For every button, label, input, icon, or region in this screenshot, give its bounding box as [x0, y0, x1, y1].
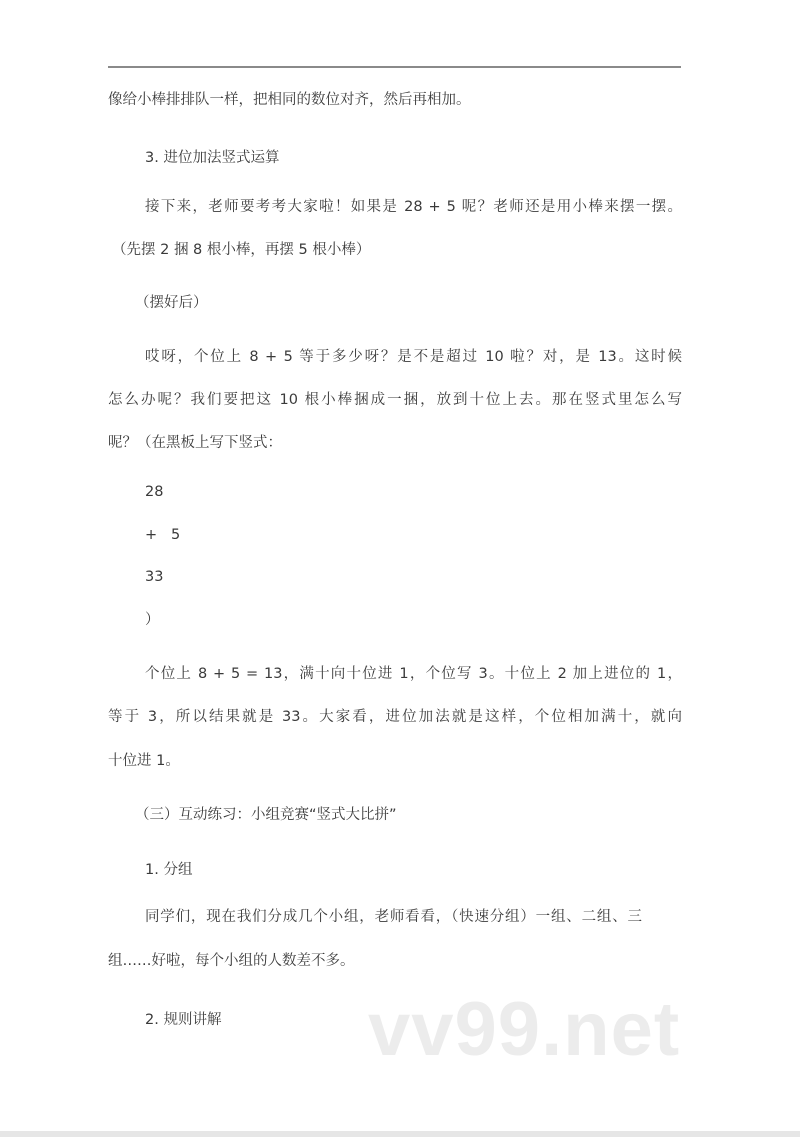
watermark: vv99.net [368, 987, 681, 1072]
paragraph-line: 哎呀，个位上 8 + 5 等于多少呀？是不是超过 10 啦？对，是 13。这时候 [145, 349, 682, 365]
paragraph-line: 接下来，老师要考考大家啦！如果是 28 + 5 呢？老师还是用小棒来摆一摆。 [145, 199, 682, 215]
paragraph-line: 组……好啦，每个小组的人数差不多。 [108, 953, 355, 969]
paragraph-line: 个位上 8 + 5 = 13，满十向十位进 1，个位写 3。十位上 2 加上进位的 1， [145, 666, 682, 682]
equation-line: 28 [145, 484, 164, 500]
header-rule [108, 66, 681, 68]
paragraph-line: 像给小棒排排队一样，把相同的数位对齐，然后再相加。 [108, 92, 471, 108]
equation-line: 33 [145, 569, 164, 585]
paragraph-line: 十位进 1。 [108, 753, 180, 769]
section-heading: 1. 分组 [145, 862, 193, 878]
equation-line: + 5 [145, 527, 181, 543]
paragraph-line: 呢？（在黑板上写下竖式： [108, 435, 282, 451]
paragraph-line: 怎么办呢？我们要把这 10 根小棒捆成一捆，放到十位上去。那在竖式里怎么写 [108, 392, 682, 408]
section-heading: 2. 规则讲解 [145, 1012, 222, 1028]
equation-line: ） [145, 612, 160, 628]
paragraph-line: 同学们，现在我们分成几个小组，老师看看，（快速分组）一组、二组、三 [145, 909, 642, 925]
paragraph-line: （摆好后） [135, 295, 208, 311]
section-heading: 3. 进位加法竖式运算 [145, 150, 280, 166]
page-bottom-edge [0, 1131, 800, 1137]
section-heading: （三）互动练习：小组竞赛“竖式大比拼” [135, 807, 397, 823]
paragraph-line: （先摆 2 捆 8 根小棒，再摆 5 根小棒） [112, 242, 371, 258]
paragraph-line: 等于 3，所以结果就是 33。大家看，进位加法就是这样，个位相加满十，就向 [108, 709, 682, 725]
